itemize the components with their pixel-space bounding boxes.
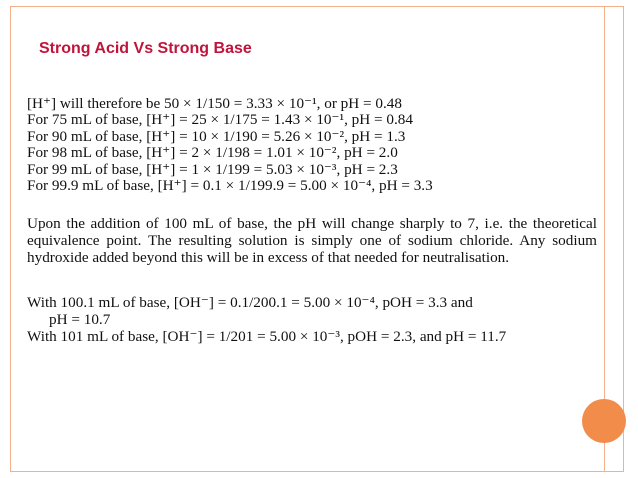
calc-line: For 99 mL of base, [H⁺] = 1 × 1/199 = 5.03 × 10⁻³, pH = 2.3 [27, 160, 398, 178]
calc-line: For 75 mL of base, [H⁺] = 25 × 1/175 = 1.43 × 10⁻¹, pH = 0.84 [27, 111, 413, 129]
excess-line-3: With 101 mL of base, [OH⁻] = 1/201 = 5.00 × 10⁻³, pOH = 2.3, and pH = 11.7 [27, 328, 507, 345]
calculation-block [27, 96, 597, 194]
excess-base-paragraph [27, 294, 597, 345]
equivalence-paragraph: Upon the addition of 100 mL of base, the pH will change sharply to 7, i.e. the theoretical equivalence point. The resulting solution is simply one of sodium chloride. Any sodium hydroxide added beyond this will be in excess of that needed for neutralisation. [27, 215, 597, 266]
calc-line: For 99.9 mL of base, [H⁺] = 0.1 × 1/199.9 = 5.00 × 10⁻⁴, pH = 3.3 [27, 177, 433, 195]
calc-line: For 98 mL of base, [H⁺] = 2 × 1/198 = 1.01 × 10⁻², pH = 2.0 [27, 144, 398, 162]
excess-line-2: pH = 10.7 [49, 311, 111, 328]
slide-title: Strong Acid Vs Strong Base [39, 40, 252, 57]
calc-line: [H⁺] will therefore be 50 × 1/150 = 3.33 × 10⁻¹, or pH = 0.48 [27, 95, 402, 112]
decorative-circle-icon [582, 399, 626, 443]
calc-line: For 90 mL of base, [H⁺] = 10 × 1/190 = 5.26 × 10⁻², pH = 1.3 [27, 127, 406, 145]
excess-line-1: With 100.1 mL of base, [OH⁻] = 0.1/200.1 = 5.00 × 10⁻⁴, pOH = 3.3 and [27, 294, 473, 311]
